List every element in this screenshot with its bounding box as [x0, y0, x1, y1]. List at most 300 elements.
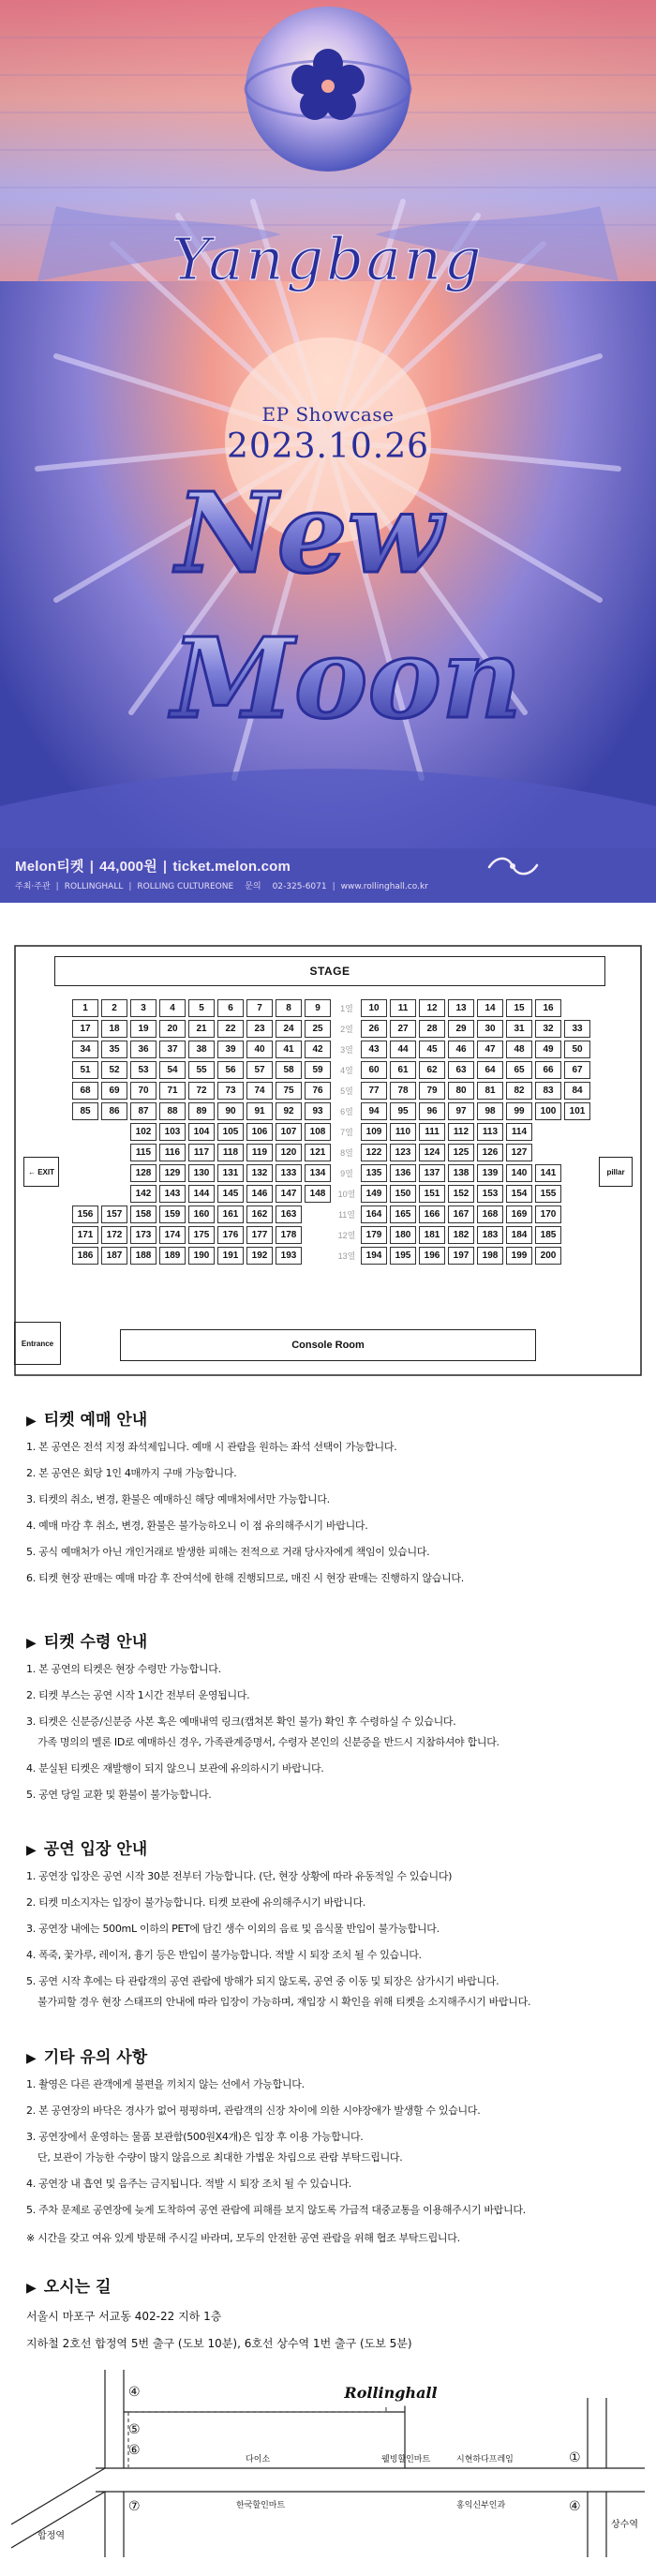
seat[interactable]: 116 [159, 1144, 186, 1161]
seat[interactable]: 198 [477, 1247, 503, 1265]
other-item: 2. 본 공연장의 바닥은 경사가 없어 평평하며, 관람객의 신장 차이에 의한 시야장애가 발생할 수 있습니다. [26, 2104, 481, 2117]
seat[interactable]: 36 [130, 1041, 157, 1058]
seat[interactable]: 1 [72, 999, 98, 1017]
seat[interactable]: 11 [390, 999, 416, 1017]
melon-ticket-brand: Melon티켓 [15, 859, 84, 875]
seat[interactable]: 114 [506, 1123, 532, 1141]
seat[interactable]: 57 [246, 1061, 273, 1079]
booking-heading [26, 1406, 635, 1430]
seat[interactable]: 42 [305, 1041, 331, 1058]
pickup-section [26, 1628, 635, 1815]
seat[interactable]: 155 [535, 1185, 561, 1203]
seat[interactable]: 25 [305, 1020, 331, 1038]
seat[interactable]: 102 [130, 1123, 157, 1141]
seat[interactable]: 159 [159, 1206, 186, 1223]
seat[interactable]: 106 [246, 1123, 273, 1141]
seat[interactable]: 23 [246, 1020, 273, 1038]
other-item: 3. 공연장에서 운영하는 물품 보관함(500원X4개)은 입장 후 이용 가능합니다. [26, 2131, 364, 2143]
seat[interactable]: 19 [130, 1020, 157, 1038]
seat[interactable]: 200 [535, 1247, 561, 1265]
seat[interactable]: 193 [276, 1247, 302, 1265]
landmark-mart: 한국할인마트 [236, 2501, 286, 2510]
seat[interactable]: 69 [101, 1082, 127, 1100]
triangle-bullet-icon: ▶ [26, 1843, 37, 1858]
seat[interactable]: 138 [448, 1164, 474, 1182]
album-title-line2: Moon [171, 613, 522, 743]
seat[interactable]: 154 [506, 1185, 532, 1203]
seat[interactable]: 70 [130, 1082, 157, 1100]
seat[interactable]: 171 [72, 1226, 98, 1244]
seat[interactable]: 139 [477, 1164, 503, 1182]
seat[interactable]: 167 [448, 1206, 474, 1223]
seat[interactable]: 183 [477, 1226, 503, 1244]
seat[interactable]: 187 [101, 1247, 127, 1265]
seat[interactable]: 108 [305, 1123, 331, 1141]
row-label: 4열 [340, 1066, 353, 1075]
row-label: 6열 [340, 1107, 353, 1116]
landmark-hyunjeong: 시현하다프레임 [456, 2455, 514, 2464]
seat[interactable]: 71 [159, 1082, 186, 1100]
seat[interactable]: 77 [361, 1082, 387, 1100]
seat[interactable]: 49 [535, 1041, 561, 1058]
pickup-item: 5. 공연 당일 교환 및 환불이 불가능합니다. [26, 1789, 212, 1801]
seat[interactable]: 188 [130, 1247, 157, 1265]
host-label: 주최·주관 [15, 882, 51, 891]
seat[interactable]: 50 [564, 1041, 590, 1058]
seat[interactable]: 142 [130, 1185, 157, 1203]
seat[interactable]: 169 [506, 1206, 532, 1223]
seat[interactable]: 122 [361, 1144, 387, 1161]
seat[interactable]: 133 [276, 1164, 302, 1182]
entry-title: 공연 입장 안내 [43, 1840, 148, 1859]
entry-section [26, 1835, 635, 2022]
seat[interactable]: 20 [159, 1020, 186, 1038]
seat[interactable]: 199 [506, 1247, 532, 1265]
seat[interactable]: 38 [188, 1041, 215, 1058]
host-rollinghall: ROLLINGHALL [64, 882, 124, 891]
entry-item: 2. 티켓 미소지자는 입장이 불가능합니다. 티켓 보관에 유의해주시기 바랍니다. [26, 1896, 365, 1909]
seat[interactable]: 158 [130, 1206, 157, 1223]
row-label: 5열 [340, 1086, 353, 1096]
seat[interactable]: 24 [276, 1020, 302, 1038]
seat[interactable]: 33 [564, 1020, 590, 1038]
seat[interactable]: 41 [276, 1041, 302, 1058]
seat[interactable]: 195 [390, 1247, 416, 1265]
seat[interactable]: 8 [276, 999, 302, 1017]
seat[interactable]: 4 [159, 999, 186, 1017]
seat[interactable]: 6 [217, 999, 244, 1017]
notice-text: ※ 시간을 갖고 여유 있게 방문해 주시길 바라며, 모두의 안전한 공연 관람을 위해 협조 부탁드립니다. [26, 2232, 460, 2244]
seat[interactable]: 88 [159, 1102, 186, 1120]
row-label: 11열 [337, 1210, 356, 1220]
seat[interactable]: 175 [188, 1226, 215, 1244]
seat[interactable]: 101 [564, 1102, 590, 1120]
seat[interactable]: 190 [188, 1247, 215, 1265]
seat[interactable]: 148 [305, 1185, 331, 1203]
seat[interactable]: 161 [217, 1206, 244, 1223]
seat[interactable]: 63 [448, 1061, 474, 1079]
other-item: 1. 촬영은 다른 관객에게 불편을 끼치지 않는 선에서 가능합니다. [26, 2078, 305, 2090]
row-label: 8열 [340, 1148, 353, 1158]
seat[interactable]: 96 [419, 1102, 445, 1120]
triangle-bullet-icon: ▶ [26, 1414, 37, 1429]
seat[interactable]: 92 [276, 1102, 302, 1120]
seat[interactable]: 156 [72, 1206, 98, 1223]
seat[interactable]: 89 [188, 1102, 215, 1120]
row-label: 2열 [340, 1025, 353, 1034]
seat[interactable]: 109 [361, 1123, 387, 1141]
seat[interactable]: 179 [361, 1226, 387, 1244]
seat[interactable]: 85 [72, 1102, 98, 1120]
exit-box: ← EXIT [23, 1157, 59, 1187]
seat[interactable]: 191 [217, 1247, 244, 1265]
triangle-bullet-icon: ▶ [26, 2051, 37, 2066]
exit-number: ⑦ [128, 2499, 141, 2514]
seat[interactable]: 29 [448, 1020, 474, 1038]
row-label: 7열 [340, 1128, 353, 1137]
exit-number: ④ [128, 2385, 141, 2400]
seat[interactable]: 143 [159, 1185, 186, 1203]
pickup-item: 3. 티켓은 신분증/신분증 사본 혹은 예매내역 링크(캡쳐본 확인 불가) 확인 후 수령하실 수 있습니다. [26, 1715, 456, 1728]
seat[interactable]: 118 [217, 1144, 244, 1161]
directions-section [26, 2273, 635, 2362]
seat[interactable]: 123 [390, 1144, 416, 1161]
seat[interactable]: 170 [535, 1206, 561, 1223]
pillar-box: pillar [599, 1157, 633, 1187]
seat[interactable]: 178 [276, 1226, 302, 1244]
row-label: 1열 [340, 1004, 353, 1013]
seat[interactable]: 66 [535, 1061, 561, 1079]
other-title: 기타 유의 사항 [43, 2048, 148, 2067]
other-item: 4. 공연장 내 흡연 및 음주는 금지됩니다. 적발 시 퇴장 조치 될 수 있습니다. [26, 2178, 351, 2190]
entrance-box: Entrance [14, 1322, 61, 1365]
ticket-url[interactable]: ticket.melon.com [172, 859, 291, 875]
row-label: 10열 [337, 1190, 356, 1199]
contact-phone: 02-325-6071 [272, 882, 327, 891]
seat[interactable]: 153 [477, 1185, 503, 1203]
seat[interactable]: 157 [101, 1206, 127, 1223]
seat[interactable]: 132 [246, 1164, 273, 1182]
row-label: 3열 [340, 1045, 353, 1055]
seat[interactable]: 145 [217, 1185, 244, 1203]
ticket-price: 44,000원 [99, 859, 157, 875]
pickup-item: 2. 티켓 부스는 공연 시작 1시간 전부터 운영됩니다. [26, 1689, 250, 1701]
seat[interactable]: 125 [448, 1144, 474, 1161]
seat[interactable]: 162 [246, 1206, 273, 1223]
seat[interactable]: 147 [276, 1185, 302, 1203]
seat[interactable]: 130 [188, 1164, 215, 1182]
seat[interactable]: 181 [419, 1226, 445, 1244]
pickup-item: 4. 분실된 티켓은 재발행이 되지 않으니 보관에 유의하시기 바랍니다. [26, 1762, 324, 1775]
seat[interactable]: 189 [159, 1247, 186, 1265]
seat[interactable]: 13 [448, 999, 474, 1017]
seat[interactable]: 84 [564, 1082, 590, 1100]
seat[interactable]: 15 [506, 999, 532, 1017]
seat[interactable]: 98 [477, 1102, 503, 1120]
seat[interactable]: 12 [419, 999, 445, 1017]
seat[interactable]: 44 [390, 1041, 416, 1058]
venue-label: Rollinghall [344, 2384, 438, 2402]
seat[interactable]: 120 [276, 1144, 302, 1161]
seat[interactable]: 194 [361, 1247, 387, 1265]
seat[interactable]: 151 [419, 1185, 445, 1203]
seat[interactable]: 73 [217, 1082, 244, 1100]
seat[interactable]: 110 [390, 1123, 416, 1141]
seat[interactable]: 46 [448, 1041, 474, 1058]
seat[interactable]: 136 [390, 1164, 416, 1182]
booking-item: 1. 본 공연은 전석 지정 좌석제입니다. 예매 시 관람을 원하는 좌석 선택이 가능합니다. [26, 1441, 397, 1453]
seat[interactable]: 52 [101, 1061, 127, 1079]
seat[interactable]: 197 [448, 1247, 474, 1265]
pickup-title: 티켓 수령 안내 [43, 1633, 148, 1652]
venue-address: 서울시 마포구 서교동 402-22 지하 1층 [26, 2310, 222, 2323]
seat[interactable]: 17 [72, 1020, 98, 1038]
seat[interactable]: 43 [361, 1041, 387, 1058]
exit-number: ⑤ [128, 2422, 141, 2437]
seat[interactable]: 78 [390, 1082, 416, 1100]
directions-title: 오시는 길 [43, 2278, 112, 2297]
other-heading [26, 2044, 635, 2067]
seat[interactable]: 86 [101, 1102, 127, 1120]
triangle-bullet-icon: ▶ [26, 1636, 37, 1651]
seat[interactable]: 60 [361, 1061, 387, 1079]
seat[interactable]: 14 [477, 999, 503, 1017]
seat[interactable]: 58 [276, 1061, 302, 1079]
seat[interactable]: 27 [390, 1020, 416, 1038]
seat[interactable]: 137 [419, 1164, 445, 1182]
seat[interactable]: 7 [246, 999, 273, 1017]
booking-item: 4. 예매 마감 후 취소, 변경, 환불은 불가능하오니 이 점 유의해주시기 바랍니다. [26, 1520, 368, 1532]
pickup-item: 1. 본 공연의 티켓은 현장 수령만 가능합니다. [26, 1663, 221, 1675]
seat[interactable]: 53 [130, 1061, 157, 1079]
seat[interactable]: 30 [477, 1020, 503, 1038]
seat[interactable]: 94 [361, 1102, 387, 1120]
seat[interactable]: 103 [159, 1123, 186, 1141]
exit-number: ① [569, 2450, 581, 2465]
stage: STAGE [54, 956, 605, 986]
seat[interactable]: 74 [246, 1082, 273, 1100]
seat[interactable]: 113 [477, 1123, 503, 1141]
seat[interactable]: 180 [390, 1226, 416, 1244]
poster-footer [0, 848, 656, 903]
seat[interactable]: 45 [419, 1041, 445, 1058]
seat[interactable]: 72 [188, 1082, 215, 1100]
seat[interactable]: 150 [390, 1185, 416, 1203]
directions-map [11, 2360, 645, 2557]
host-rolling-cultureone: ROLLING CULTUREONE [137, 882, 234, 891]
seat[interactable]: 67 [564, 1061, 590, 1079]
seat[interactable]: 2 [101, 999, 127, 1017]
console-room: Console Room [120, 1329, 536, 1361]
ep-showcase-label: EP Showcase [261, 403, 395, 426]
row-label: 9열 [340, 1169, 353, 1178]
seat[interactable]: 146 [246, 1185, 273, 1203]
seat[interactable]: 39 [217, 1041, 244, 1058]
exit-number: ④ [569, 2499, 581, 2514]
exit-number: ⑥ [128, 2443, 141, 2458]
seat[interactable]: 9 [305, 999, 331, 1017]
landmark-daiso: 다이소 [246, 2455, 271, 2464]
seat[interactable]: 10 [361, 999, 387, 1017]
seat[interactable]: 90 [217, 1102, 244, 1120]
row-label: 12열 [337, 1231, 356, 1240]
seat[interactable]: 186 [72, 1247, 98, 1265]
album-title-line1: New [175, 468, 443, 598]
directions-heading [26, 2273, 635, 2297]
swirl-ornament-icon [487, 854, 539, 878]
seat[interactable]: 115 [130, 1144, 157, 1161]
entry-heading [26, 1835, 635, 1859]
seat[interactable]: 93 [305, 1102, 331, 1120]
seat[interactable]: 79 [419, 1082, 445, 1100]
seat[interactable]: 59 [305, 1061, 331, 1079]
landmark-dental: 홍익신부인과 [456, 2501, 506, 2510]
seat[interactable]: 185 [535, 1226, 561, 1244]
seat[interactable]: 97 [448, 1102, 474, 1120]
seat-map [14, 945, 642, 1385]
seat[interactable]: 54 [159, 1061, 186, 1079]
seat[interactable]: 83 [535, 1082, 561, 1100]
seat[interactable]: 75 [276, 1082, 302, 1100]
landmark-wellbeing: 웰빙할인마트 [381, 2455, 431, 2464]
seat[interactable]: 163 [276, 1206, 302, 1223]
seat[interactable]: 174 [159, 1226, 186, 1244]
booking-item: 2. 본 공연은 회당 1인 4매까지 구매 가능합니다. [26, 1467, 237, 1479]
seat[interactable]: 95 [390, 1102, 416, 1120]
seat[interactable]: 141 [535, 1164, 561, 1182]
seat[interactable]: 172 [101, 1226, 127, 1244]
pickup-item: 가족 명의의 멜론 ID로 예매하신 경우, 가족관계증명서, 수령자 본인의 신분증을 반드시 지참하셔야 합니다. [37, 1736, 499, 1748]
seat[interactable]: 112 [448, 1123, 474, 1141]
seat[interactable]: 192 [246, 1247, 273, 1265]
poster [0, 0, 656, 903]
entry-item: 불가피할 경우 현장 스태프의 안내에 따라 입장이 가능하며, 재입장 시 확인을 위해 티켓을 소지해주시기 바랍니다. [37, 1996, 531, 2008]
seat[interactable]: 129 [159, 1164, 186, 1182]
seat[interactable]: 160 [188, 1206, 215, 1223]
seat[interactable]: 40 [246, 1041, 273, 1058]
seat[interactable]: 124 [419, 1144, 445, 1161]
seat[interactable]: 5 [188, 999, 215, 1017]
seat[interactable]: 56 [217, 1061, 244, 1079]
seat[interactable]: 32 [535, 1020, 561, 1038]
seat[interactable]: 99 [506, 1102, 532, 1120]
seat[interactable]: 177 [246, 1226, 273, 1244]
show-date: 2023.10.26 [226, 427, 430, 466]
seat[interactable]: 81 [477, 1082, 503, 1100]
seat[interactable]: 21 [188, 1020, 215, 1038]
seat[interactable]: 62 [419, 1061, 445, 1079]
entry-item: 4. 폭죽, 꽃가루, 레이저, 흉기 등은 반입이 불가능합니다. 적발 시 퇴장 조치 될 수 있습니다. [26, 1949, 422, 1961]
seat[interactable]: 28 [419, 1020, 445, 1038]
artist-logo: Yangbang [171, 225, 485, 293]
seat[interactable]: 107 [276, 1123, 302, 1141]
seat[interactable]: 134 [305, 1164, 331, 1182]
seat[interactable]: 126 [477, 1144, 503, 1161]
booking-item: 3. 티켓의 취소, 변경, 환불은 예매하신 해당 예매처에서만 가능합니다. [26, 1493, 330, 1505]
triangle-bullet-icon: ▶ [26, 2281, 37, 2296]
seat[interactable]: 182 [448, 1226, 474, 1244]
seat[interactable]: 119 [246, 1144, 273, 1161]
seat[interactable]: 166 [419, 1206, 445, 1223]
seat[interactable]: 48 [506, 1041, 532, 1058]
seat[interactable]: 80 [448, 1082, 474, 1100]
seat[interactable]: 87 [130, 1102, 157, 1120]
seat[interactable]: 152 [448, 1185, 474, 1203]
seat[interactable]: 22 [217, 1020, 244, 1038]
other-section [26, 2044, 635, 2245]
seat[interactable]: 135 [361, 1164, 387, 1182]
seat[interactable]: 196 [419, 1247, 445, 1265]
entry-item: 5. 공연 시작 후에는 타 관람객의 공연 관람에 방해가 되지 않도록, 공연 중 이동 및 퇴장은 삼가시기 바랍니다. [26, 1975, 499, 1987]
seat[interactable]: 111 [419, 1123, 445, 1141]
entry-item: 1. 공연장 입장은 공연 시작 30분 전부터 가능합니다. (단, 현장 상황에 따라 유동적일 수 있습니다) [26, 1870, 453, 1882]
pickup-heading [26, 1628, 635, 1652]
seat[interactable]: 100 [535, 1102, 561, 1120]
seat[interactable]: 3 [130, 999, 157, 1017]
seat[interactable]: 35 [101, 1041, 127, 1058]
seat[interactable]: 144 [188, 1185, 215, 1203]
hapjeong-station-label: 합정역 [37, 2531, 65, 2541]
seat[interactable]: 176 [217, 1226, 244, 1244]
website-link[interactable]: www.rollinghall.co.kr [340, 882, 428, 891]
ticket-info-line: Melon티켓 | 44,000원 | ticket.melon.com [15, 856, 291, 876]
seat[interactable]: 26 [361, 1020, 387, 1038]
seat[interactable]: 165 [390, 1206, 416, 1223]
other-item: 단, 보관이 가능한 수량이 많지 않음으로 최대한 가볍운 차림으로 관람 부탁드립니다. [37, 2151, 403, 2164]
seat[interactable]: 55 [188, 1061, 215, 1079]
seat[interactable]: 82 [506, 1082, 532, 1100]
seat[interactable]: 164 [361, 1206, 387, 1223]
seat[interactable]: 37 [159, 1041, 186, 1058]
seat[interactable]: 47 [477, 1041, 503, 1058]
entry-item: 3. 공연장 내에는 500mL 이하의 PET에 담긴 생수 이외의 음료 및 음식물 반입이 불가능합니다. [26, 1923, 440, 1935]
subway-directions: 지하철 2호선 합정역 5번 출구 (도보 10분), 6호선 상수역 1번 출구 (도보 5분) [26, 2337, 412, 2350]
seat[interactable]: 117 [188, 1144, 215, 1161]
seat[interactable]: 127 [506, 1144, 532, 1161]
seat[interactable]: 140 [506, 1164, 532, 1182]
seat[interactable]: 76 [305, 1082, 331, 1100]
seat[interactable]: 91 [246, 1102, 273, 1120]
seat[interactable]: 61 [390, 1061, 416, 1079]
contact-label: 문의 [245, 882, 261, 891]
seat[interactable]: 184 [506, 1226, 532, 1244]
sangsu-station-label: 상수역 [611, 2520, 638, 2530]
booking-title: 티켓 예매 안내 [43, 1411, 148, 1430]
seat[interactable]: 65 [506, 1061, 532, 1079]
seat[interactable]: 105 [217, 1123, 244, 1141]
seat[interactable]: 16 [535, 999, 561, 1017]
seat[interactable]: 131 [217, 1164, 244, 1182]
seat[interactable]: 31 [506, 1020, 532, 1038]
seat[interactable]: 104 [188, 1123, 215, 1141]
other-item: 5. 주차 문제로 공연장에 늦게 도착하여 공연 관람에 피해를 보지 않도록 가급적 대중교통을 이용해주시기 바랍니다. [26, 2204, 526, 2216]
seat[interactable]: 34 [72, 1041, 98, 1058]
organizer-line: 주최·주관 | ROLLINGHALL | ROLLING CULTUREONE 문의 02-325-6071 | www.rollinghall.co.kr [15, 879, 428, 891]
booking-item: 6. 티켓 현장 판매는 예매 마감 후 잔여석에 한해 진행되므로, 매진 시 현장 판매는 진행하지 않습니다. [26, 1572, 464, 1584]
seat[interactable]: 18 [101, 1020, 127, 1038]
seat[interactable]: 168 [477, 1206, 503, 1223]
seat[interactable]: 51 [72, 1061, 98, 1079]
seat[interactable]: 128 [130, 1164, 157, 1182]
seat[interactable]: 64 [477, 1061, 503, 1079]
booking-section [26, 1406, 635, 1598]
booking-item: 5. 공식 예매처가 아닌 개인거래로 발생한 피해는 전적으로 거래 당사자에게 책임이 있습니다. [26, 1546, 430, 1558]
seat[interactable]: 68 [72, 1082, 98, 1100]
seat[interactable]: 121 [305, 1144, 331, 1161]
seat[interactable]: 173 [130, 1226, 157, 1244]
row-label: 13열 [337, 1251, 356, 1261]
seat[interactable]: 149 [361, 1185, 387, 1203]
